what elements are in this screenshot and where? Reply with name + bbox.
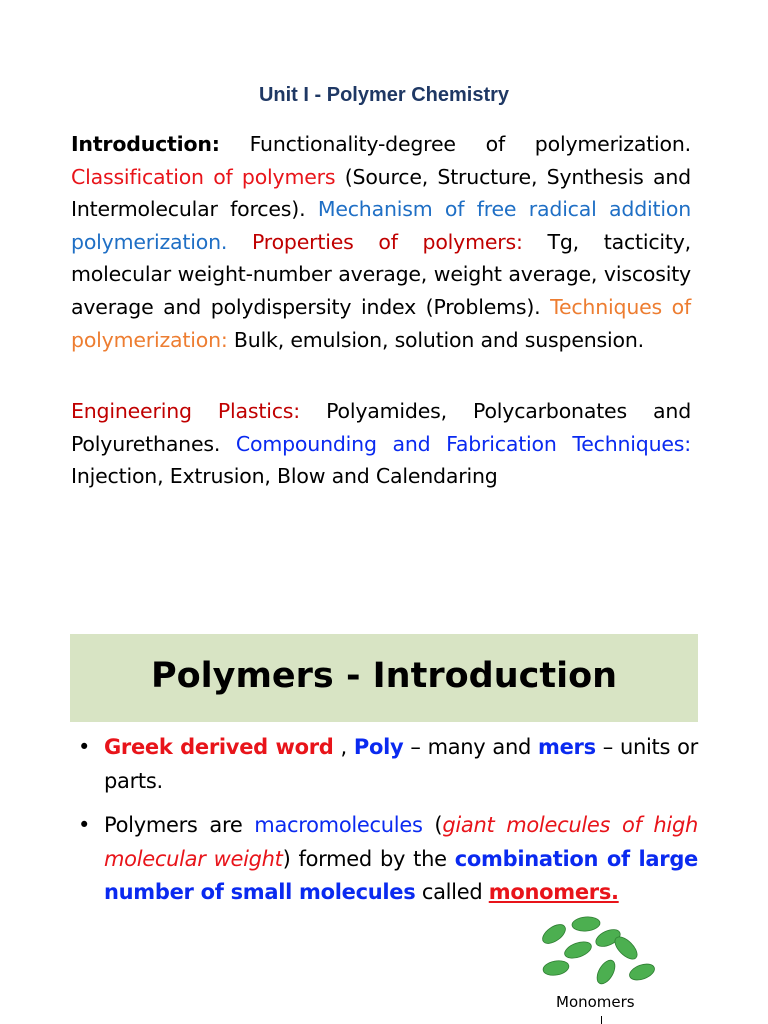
bullet-item-greek bbox=[78, 731, 698, 798]
bullet1-text-3: – units or parts. bbox=[104, 735, 698, 793]
bullet-text bbox=[104, 731, 698, 798]
engineering-text-2: Injection, Extrusion, Blow and Calendaring bbox=[71, 464, 498, 489]
bullet-text bbox=[104, 809, 698, 910]
monomers-label: Monomers bbox=[556, 993, 635, 1011]
combination-text: combination of large number of small molecules bbox=[104, 846, 698, 904]
bullet-icon: • bbox=[78, 735, 91, 759]
giant-molecules-text: giant molecules of high molecular weight bbox=[104, 813, 698, 871]
bullet-item-definition bbox=[78, 809, 698, 910]
macromolecules-text: macromolecules bbox=[254, 813, 423, 837]
arrow-stem bbox=[601, 1016, 602, 1024]
poly-text: Poly bbox=[353, 735, 404, 759]
banner-title: Polymers - Introduction bbox=[150, 656, 618, 696]
intro-text-3 bbox=[227, 230, 252, 254]
engineering-paragraph bbox=[71, 395, 691, 493]
introduction-paragraph bbox=[71, 128, 691, 356]
bullet2-text-4: called bbox=[415, 880, 489, 904]
intro-text-4: Tg, tacticity, molecular weight-number average, weight average, viscosity average and polydispersity index (Problems). bbox=[71, 229, 691, 319]
bullet-icon: • bbox=[78, 813, 91, 837]
compounding-text: Compounding and Fabrication Techniques: bbox=[235, 431, 691, 456]
bullet2-text-1: Polymers are bbox=[104, 813, 255, 837]
section-banner bbox=[70, 634, 698, 722]
properties-text: Properties of polymers: bbox=[252, 229, 523, 254]
engineering-text-1: Polyamides, Polycarbonates and Polyurethanes. bbox=[71, 399, 692, 456]
engineering-label: Engineering Plastics: bbox=[71, 399, 300, 423]
bullet1-text-2: – many and bbox=[403, 735, 539, 759]
intro-text-5: Bulk, emulsion, solution and suspension. bbox=[227, 327, 644, 352]
techniques-text: Techniques of polymerization: bbox=[71, 294, 692, 352]
intro-text-1: Functionality-degree of polymerization. bbox=[219, 132, 691, 156]
greek-derived-text: Greek derived word bbox=[104, 735, 334, 759]
mechanism-text: Mechanism of free radical addition polymerization. bbox=[71, 197, 692, 254]
mers-text: mers bbox=[538, 735, 596, 759]
monomers-graphic bbox=[538, 912, 668, 992]
intro-text-2: (Source, Structure, Synthesis and Intermolecular forces). bbox=[71, 164, 691, 222]
introduction-label: Introduction: bbox=[71, 132, 220, 156]
bullet2-text-2: ( bbox=[422, 813, 443, 837]
bullet1-text-1: , bbox=[333, 735, 354, 759]
bullet2-text-3: ) formed by the bbox=[282, 846, 455, 871]
classification-text: Classification of polymers bbox=[71, 164, 336, 189]
monomers-text: monomers. bbox=[488, 880, 619, 904]
unit-title: Unit I - Polymer Chemistry bbox=[258, 84, 510, 106]
